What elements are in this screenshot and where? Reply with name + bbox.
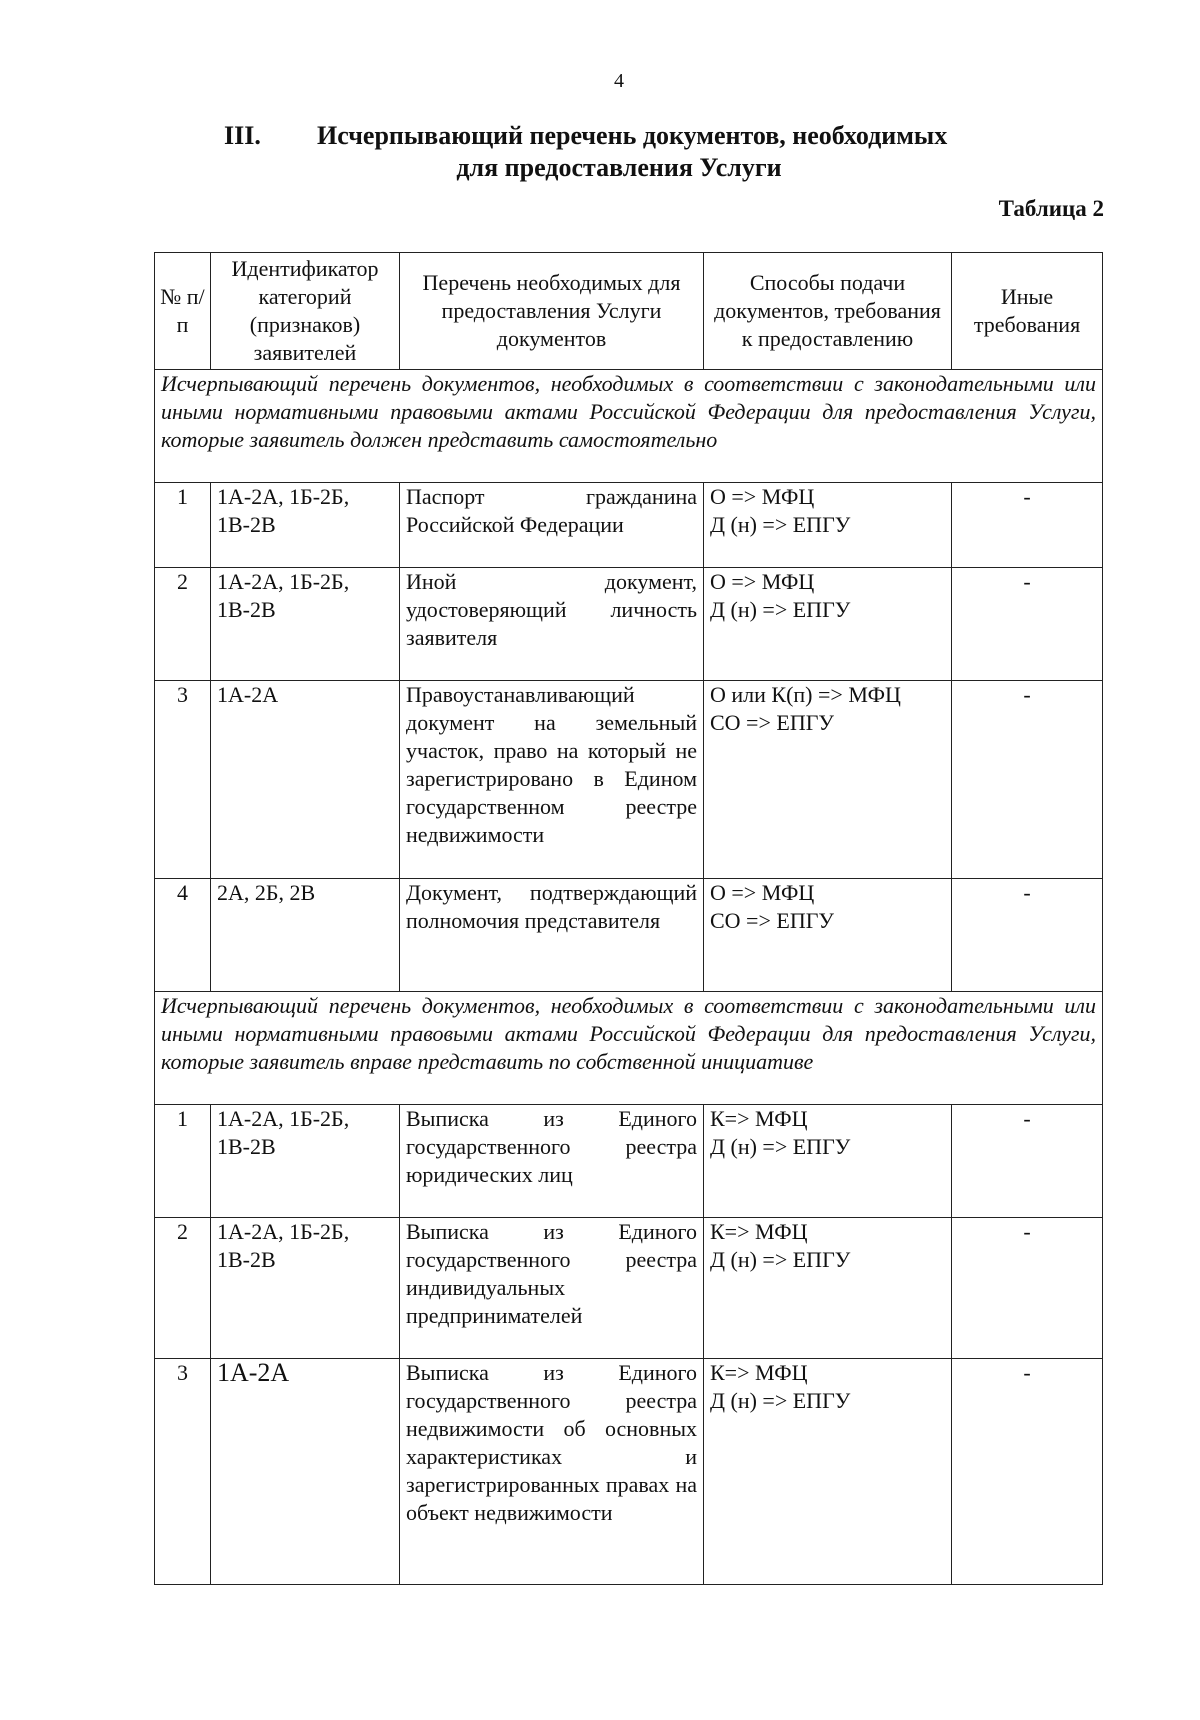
row-number: 2 xyxy=(155,568,211,681)
method-line: О => МФЦ xyxy=(710,484,815,509)
table-row xyxy=(155,1359,1103,1585)
row-category: 1А-2А, 1Б-2Б, 1В-2В xyxy=(211,483,400,568)
row-other: - xyxy=(952,483,1103,568)
table-row xyxy=(155,879,1103,992)
method-line: К=> МФЦ xyxy=(710,1106,808,1131)
header-documents: Перечень необходимых для предоставления Услуги документов xyxy=(400,253,704,370)
row-number: 4 xyxy=(155,879,211,992)
method-line: О => МФЦ xyxy=(710,880,815,905)
row-category: 1А-2А xyxy=(211,1359,400,1585)
table-label: Таблица 2 xyxy=(998,196,1104,221)
row-number: 3 xyxy=(155,681,211,879)
section-title-line-1: Исчерпывающий перечень документов, необходимых xyxy=(317,121,948,150)
row-other: - xyxy=(952,1218,1103,1359)
row-other: - xyxy=(952,1105,1103,1218)
table-row xyxy=(155,483,1103,568)
table-header-row xyxy=(155,253,1103,370)
row-other: - xyxy=(952,568,1103,681)
documents-table xyxy=(154,252,1103,1585)
header-other: Иные требования xyxy=(952,253,1103,370)
section-title: Исчерпывающий перечень документов, необходимых в соответствии с законодательными или иными нормативными правовыми актами Российской Федерации для предоставления Услуги, которые заявитель должен представить самостоятельно xyxy=(155,370,1103,483)
row-methods xyxy=(704,483,952,568)
row-other: - xyxy=(952,681,1103,879)
header-number: № п/п xyxy=(155,253,211,370)
row-document: Иной документ, удостоверяющий личность заявителя xyxy=(400,568,704,681)
method-line: О => МФЦ xyxy=(710,569,815,594)
section-title: Исчерпывающий перечень документов, необходимых в соответствии с законодательными или иными нормативными правовыми актами Российской Федерации для предоставления Услуги, которые заявитель вправе представить по собственной инициативе xyxy=(155,992,1103,1105)
method-line: СО => ЕПГУ xyxy=(710,908,834,933)
row-document: Выписка из Единого государственного реестра индивидуальных предпринимателей xyxy=(400,1218,704,1359)
section-row xyxy=(155,992,1103,1105)
table-row xyxy=(155,681,1103,879)
row-document: Правоустанавливающий документ на земельный участок, право на который не зарегистрировано в Едином государственном реестре недвижимости xyxy=(400,681,704,879)
page-number: 4 xyxy=(614,70,624,92)
row-document: Выписка из Единого государственного реестра недвижимости об основных характеристиках и зарегистрированных правах на объект недвижимости xyxy=(400,1359,704,1585)
row-category: 1А-2А, 1Б-2Б, 1В-2В xyxy=(211,568,400,681)
row-document: Документ, подтверждающий полномочия представителя xyxy=(400,879,704,992)
section-row xyxy=(155,370,1103,483)
row-number: 1 xyxy=(155,1105,211,1218)
section-title-line-2: для предоставления Услуги xyxy=(456,153,782,182)
method-line: Д (н) => ЕПГУ xyxy=(710,512,851,537)
row-number: 3 xyxy=(155,1359,211,1585)
row-document: Выписка из Единого государственного реестра юридических лиц xyxy=(400,1105,704,1218)
row-category: 1А-2А, 1Б-2Б, 1В-2В xyxy=(211,1105,400,1218)
method-line: Д (н) => ЕПГУ xyxy=(710,1134,851,1159)
row-document: Паспорт гражданина Российской Федерации xyxy=(400,483,704,568)
method-line: Д (н) => ЕПГУ xyxy=(710,597,851,622)
method-line: К=> МФЦ xyxy=(710,1360,808,1385)
table-row xyxy=(155,1105,1103,1218)
header-methods: Способы подачи документов, требования к предоставлению xyxy=(704,253,952,370)
header-category: Идентификатор категорий (признаков) заявителей xyxy=(211,253,400,370)
row-category: 1А-2А xyxy=(211,681,400,879)
table-row xyxy=(155,568,1103,681)
row-methods xyxy=(704,1105,952,1218)
row-category: 1А-2А, 1Б-2Б, 1В-2В xyxy=(211,1218,400,1359)
row-other: - xyxy=(952,879,1103,992)
table-row xyxy=(155,1218,1103,1359)
row-methods xyxy=(704,879,952,992)
row-methods xyxy=(704,681,952,879)
row-category: 2А, 2Б, 2В xyxy=(211,879,400,992)
method-line: СО => ЕПГУ xyxy=(710,710,834,735)
row-number: 2 xyxy=(155,1218,211,1359)
method-line: К=> МФЦ xyxy=(710,1219,808,1244)
method-line: Д (н) => ЕПГУ xyxy=(710,1388,851,1413)
row-number: 1 xyxy=(155,483,211,568)
method-line: Д (н) => ЕПГУ xyxy=(710,1247,851,1272)
section-roman-numeral: III. xyxy=(224,121,261,150)
method-line: О или К(п) => МФЦ xyxy=(710,682,901,707)
row-methods xyxy=(704,568,952,681)
row-other: - xyxy=(952,1359,1103,1585)
row-methods xyxy=(704,1218,952,1359)
row-methods xyxy=(704,1359,952,1585)
